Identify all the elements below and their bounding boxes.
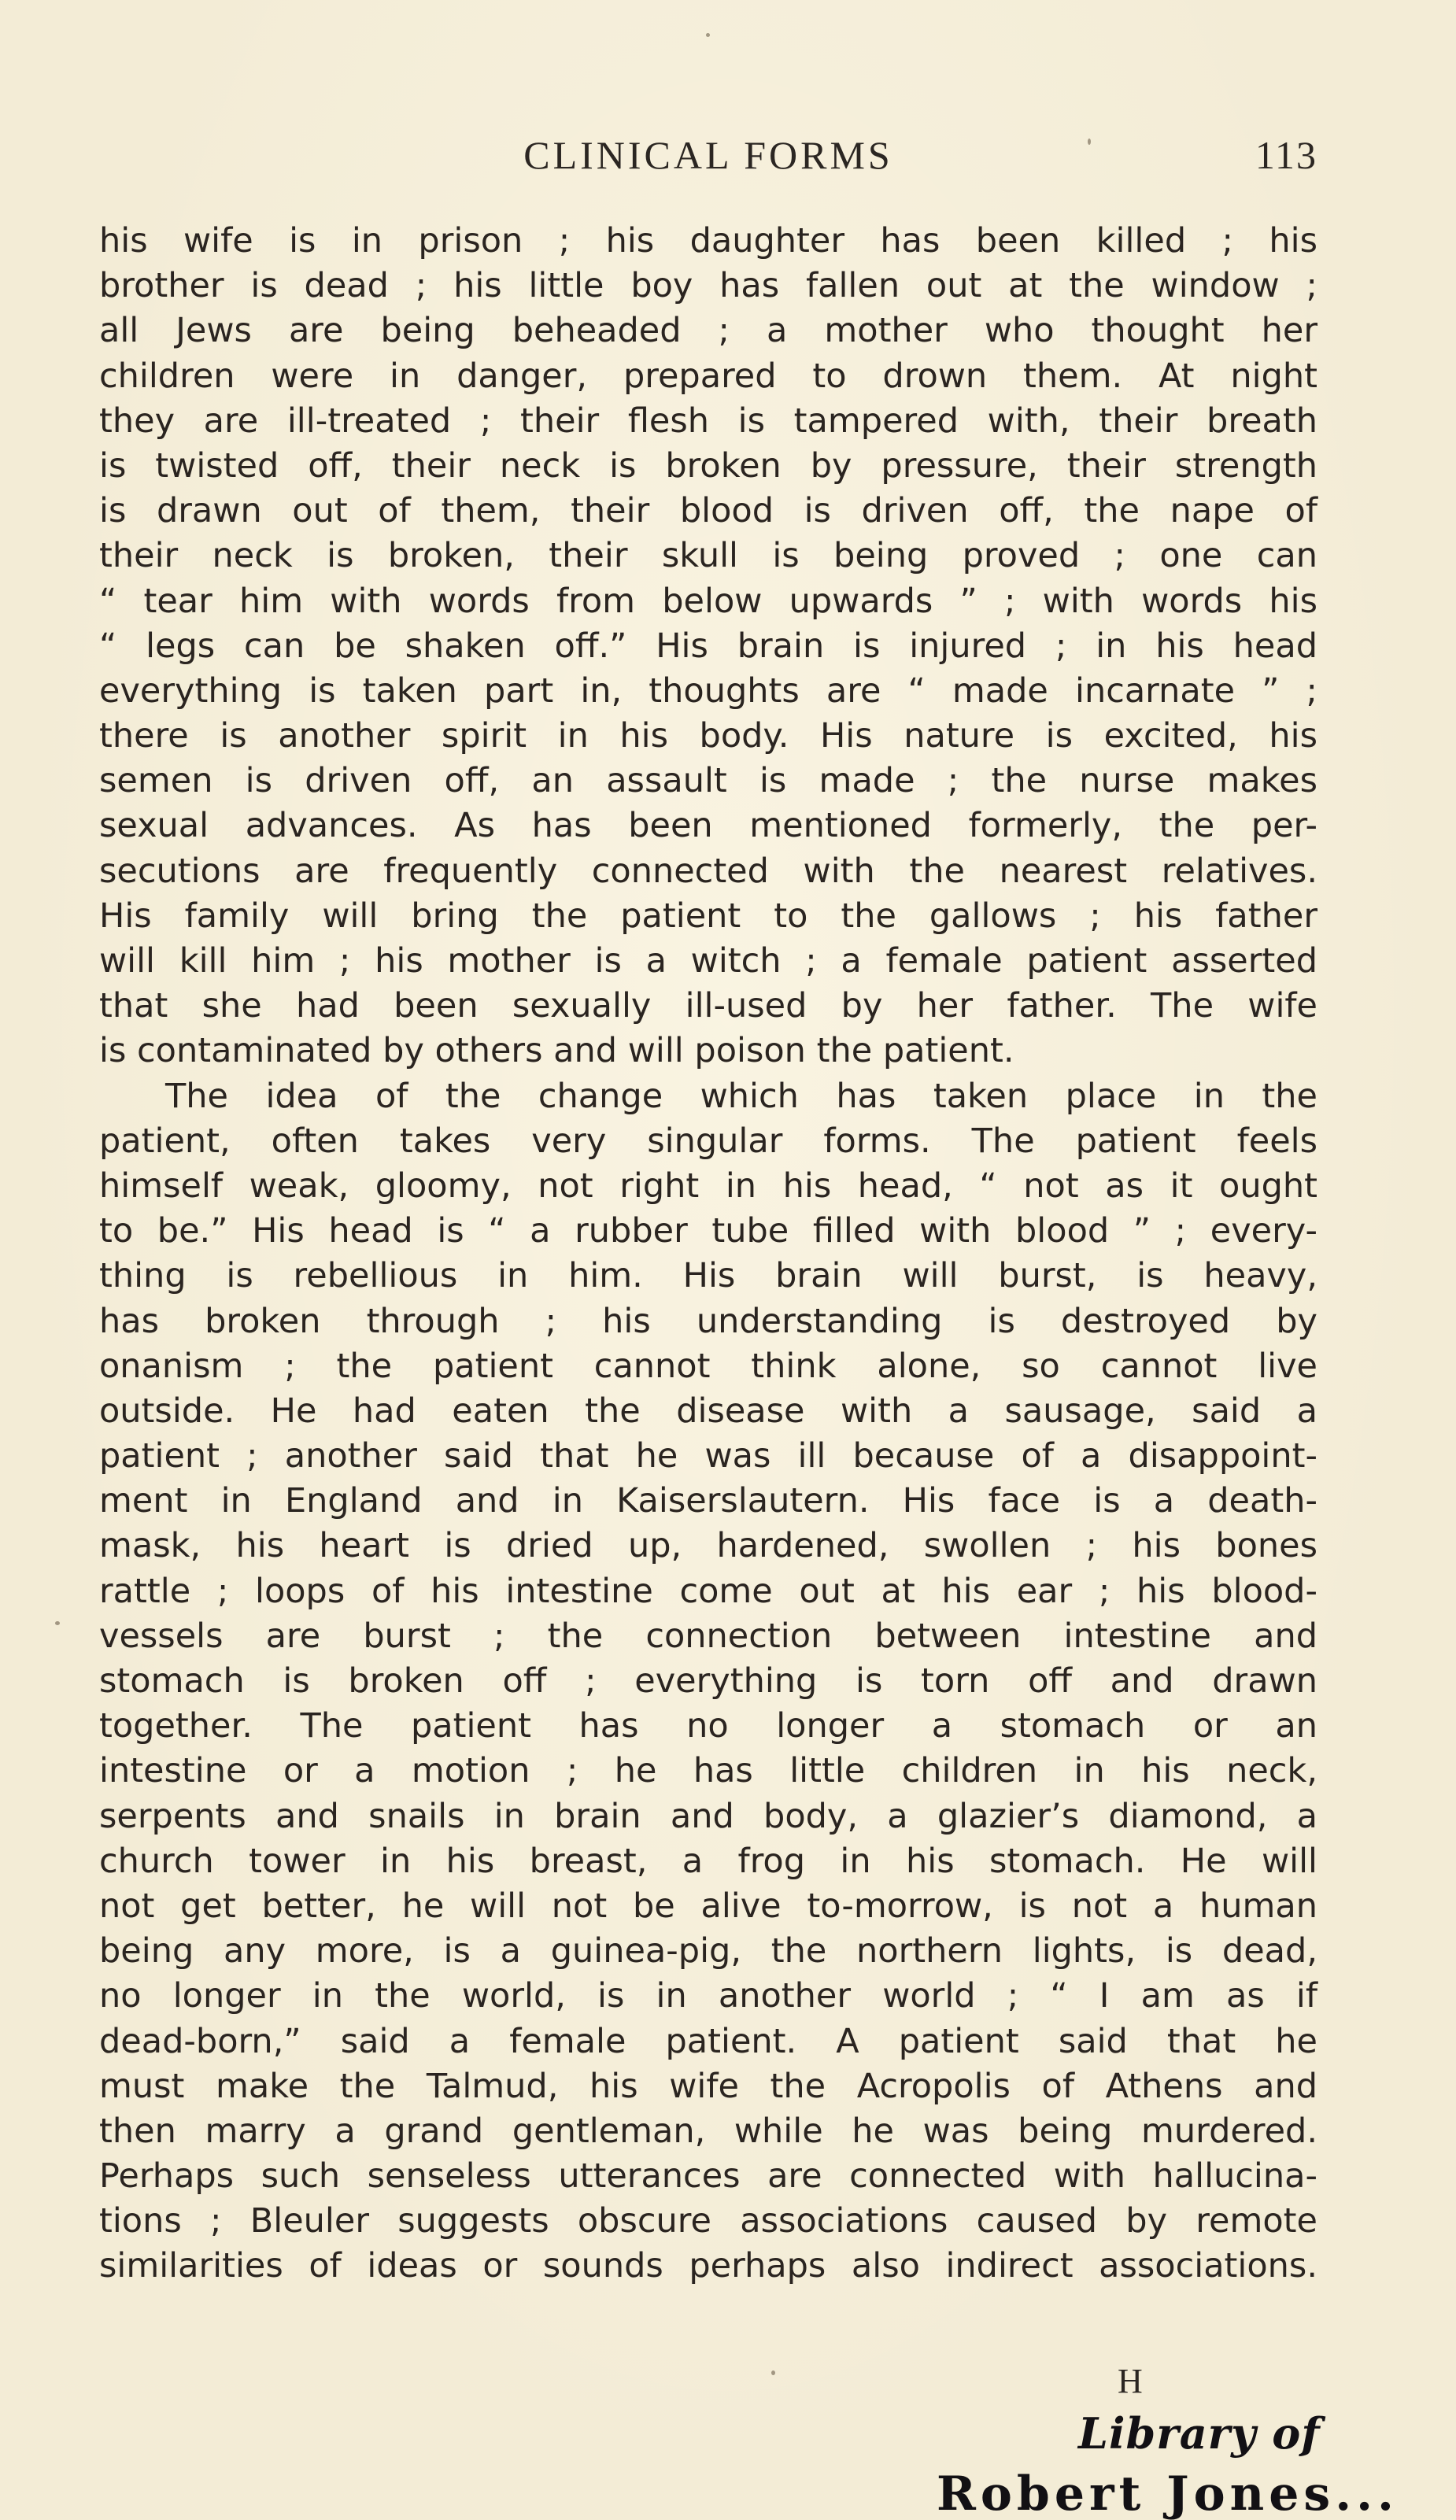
paper-speck: [771, 2370, 775, 2375]
library-stamp: [929, 2408, 1456, 2520]
text-line: his wife is in prison ; his daughter has been killed ; his: [99, 221, 1317, 260]
text-line: “ legs can be shaken off.” His brain is injured ; in his head: [99, 626, 1317, 666]
text-line: everything is taken part in, thoughts are “ made incarnate ” ;: [99, 671, 1317, 711]
text-line: there is another spirit in his body. His nature is excited, his: [99, 716, 1317, 756]
text-line: to be.” His head is “ a rubber tube filled with blood ” ; every-: [99, 1211, 1317, 1251]
text-line: is twisted off, their neck is broken by pressure, their strength: [99, 445, 1317, 486]
text-line: not get better, he will not be alive to-morrow, is not a human: [99, 1886, 1317, 1926]
text-line: brother is dead ; his little boy has fallen out at the window ;: [99, 266, 1317, 306]
text-line: semen is driven off, an assault is made ; the nurse makes: [99, 761, 1317, 801]
text-line: serpents and snails in brain and body, a glazier’s diamond, a: [99, 1796, 1317, 1836]
running-title: CLINICAL FORMS: [523, 133, 893, 177]
text-line: mask, his heart is dried up, hardened, swollen ; his bones: [99, 1526, 1317, 1566]
page-number: 113: [1255, 133, 1317, 177]
text-line: has broken through ; his understanding is destroyed by: [99, 1301, 1317, 1341]
text-line: secutions are frequently connected with the nearest relatives.: [99, 851, 1317, 891]
text-line: children were in danger, prepared to drown them. At night: [99, 356, 1317, 396]
text-line: then marry a grand gentleman, while he was being murdered.: [99, 2111, 1317, 2151]
text-line: sexual advances. As has been mentioned formerly, the per-: [99, 806, 1317, 846]
text-line: Perhaps such senseless utterances are connected with hallucina-: [99, 2156, 1317, 2197]
text-line: patient ; another said that he was ill because of a disappoint-: [99, 1436, 1317, 1476]
text-line: thing is rebellious in him. His brain will burst, is heavy,: [99, 1256, 1317, 1296]
paragraph-start-line: The idea of the change which has taken place in the: [165, 1076, 1317, 1116]
text-line: His family will bring the patient to the gallows ; his father: [99, 896, 1317, 936]
text-line: stomach is broken off ; everything is torn off and drawn: [99, 1661, 1317, 1701]
text-line: intestine or a motion ; he has little children in his neck,: [99, 1751, 1317, 1791]
text-line: tions ; Bleuler suggests obscure associations caused by remote: [99, 2201, 1317, 2241]
text-line: dead-born,” said a female patient. A patient said that he: [99, 2021, 1317, 2061]
text-line: vessels are burst ; the connection between intestine and: [99, 1616, 1317, 1656]
text-line: “ tear him with words from below upwards ” ; with words his: [99, 581, 1317, 621]
text-line: all Jews are being beheaded ; a mother who thought her: [99, 311, 1317, 351]
text-line: no longer in the world, is in another world ; “ I am as if: [99, 1976, 1317, 2016]
text-line: church tower in his breast, a frog in his stomach. He will: [99, 1841, 1317, 1881]
text-line: outside. He had eaten the disease with a sausage, said a: [99, 1391, 1317, 1431]
paper-speck: [1088, 139, 1091, 145]
body-text: [99, 219, 1317, 2289]
text-line: is drawn out of them, their blood is driven off, the nape of: [99, 491, 1317, 531]
paper-speck: [706, 33, 710, 37]
text-line: will kill him ; his mother is a witch ; a female patient asserted: [99, 941, 1317, 981]
text-line: patient, often takes very singular forms. The patient feels: [99, 1121, 1317, 1161]
text-line: onanism ; the patient cannot think alone, so cannot live: [99, 1346, 1317, 1386]
text-line: that she had been sexually ill-used by her father. The wife: [99, 986, 1317, 1026]
text-line: is contaminated by others and will poison the patient.: [99, 1031, 1014, 1071]
signature-mark: H: [1118, 2362, 1143, 2400]
running-head: [99, 132, 1317, 187]
stamp-line-2: Robert Jones...: [937, 2466, 1399, 2520]
paper-speck: [55, 1621, 60, 1625]
text-line: must make the Talmud, his wife the Acropolis of Athens and: [99, 2066, 1317, 2106]
text-line: they are ill-treated ; their flesh is tampered with, their breath: [99, 401, 1317, 441]
text-line: their neck is broken, their skull is being proved ; one can: [99, 536, 1317, 576]
text-line: being any more, is a guinea-pig, the northern lights, is dead,: [99, 1931, 1317, 1971]
text-line: rattle ; loops of his intestine come out at his ear ; his blood-: [99, 1571, 1317, 1611]
text-line: similarities of ideas or sounds perhaps also indirect associations.: [99, 2246, 1317, 2286]
text-line: ment in England and in Kaiserslautern. His face is a death-: [99, 1481, 1317, 1521]
stamp-line-1: Library of: [1078, 2408, 1321, 2459]
text-line: himself weak, gloomy, not right in his head, “ not as it ought: [99, 1166, 1317, 1206]
text-line: together. The patient has no longer a stomach or an: [99, 1706, 1317, 1746]
